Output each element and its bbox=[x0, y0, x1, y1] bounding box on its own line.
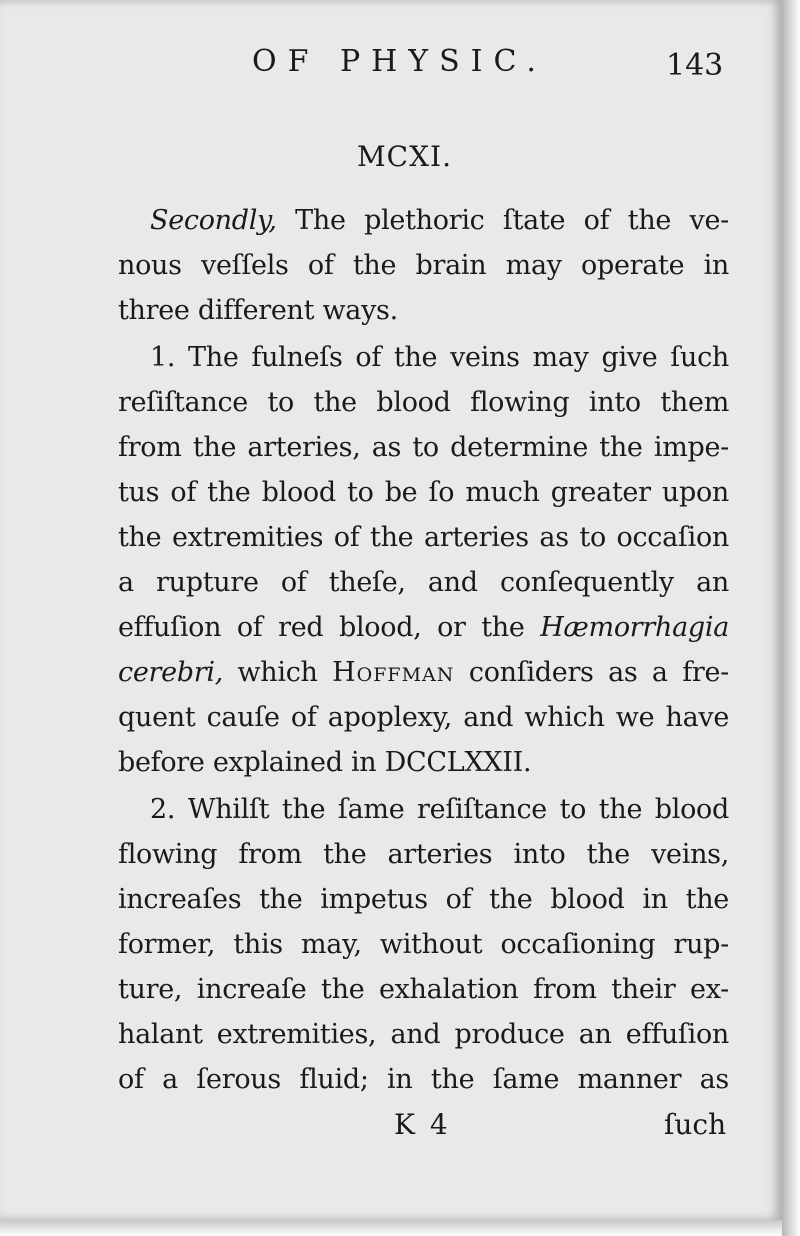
signature-mark: K 4 bbox=[394, 1108, 451, 1141]
text-line: flowing from the arteries into the veins, bbox=[118, 839, 729, 870]
page-edge-shadow bbox=[782, 0, 800, 1236]
text-line: the extremities of the arteries as to occaſion bbox=[118, 522, 729, 553]
body-text bbox=[118, 198, 729, 1102]
text-line: of a ſerous fluid; in the ſame manner as bbox=[118, 1064, 729, 1095]
emphasis-text: Hæmorrhagia bbox=[540, 612, 729, 643]
text-line bbox=[118, 605, 729, 650]
emphasis-text: cerebri, bbox=[118, 657, 223, 688]
text-line bbox=[118, 650, 729, 695]
text-line: former, this may, without occaſioning rup- bbox=[118, 929, 729, 960]
section-number: MCXI. bbox=[357, 140, 452, 173]
line-text: The plethoric ſtate of the ve- bbox=[276, 205, 729, 236]
catchword: ſuch bbox=[664, 1108, 727, 1141]
text-line bbox=[118, 198, 729, 243]
text-line: quent cauſe of apoplexy, and which we have bbox=[118, 702, 729, 733]
line-text: which bbox=[223, 657, 333, 688]
author-name: Hoffman bbox=[332, 657, 455, 688]
text-line: 2. Whilſt the ſame reſiſtance to the blood bbox=[150, 794, 729, 825]
line-text: effuſion of red blood, or the bbox=[118, 612, 541, 643]
text-line: before explained in DCCLXXII. bbox=[118, 747, 532, 778]
text-line: 1. The fulneſs of the veins may give ſuch bbox=[150, 342, 729, 373]
line-text: conſiders as a fre- bbox=[454, 657, 729, 688]
text-line: nous veſſels of the brain may operate in bbox=[118, 250, 729, 281]
text-line: halant extremities, and produce an effuſion bbox=[118, 1019, 729, 1050]
text-line: ture, increaſe the exhalation from their ex- bbox=[118, 974, 729, 1005]
page-number: 143 bbox=[666, 48, 724, 83]
text-line: increaſes the impetus of the blood in the bbox=[118, 884, 729, 915]
text-line: a rupture of theſe, and conſequently an bbox=[118, 567, 729, 598]
emphasis-text: Secondly, bbox=[150, 205, 277, 236]
text-line: from the arteries, as to determine the impe- bbox=[118, 432, 729, 463]
text-line: three different ways. bbox=[118, 295, 398, 326]
text-line: reſiſtance to the blood flowing into them bbox=[118, 387, 729, 418]
running-head: OF PHYSIC. bbox=[252, 44, 547, 79]
page-bottom-shadow bbox=[0, 1220, 782, 1236]
text-line: tus of the blood to be ſo much greater upon bbox=[118, 477, 729, 508]
